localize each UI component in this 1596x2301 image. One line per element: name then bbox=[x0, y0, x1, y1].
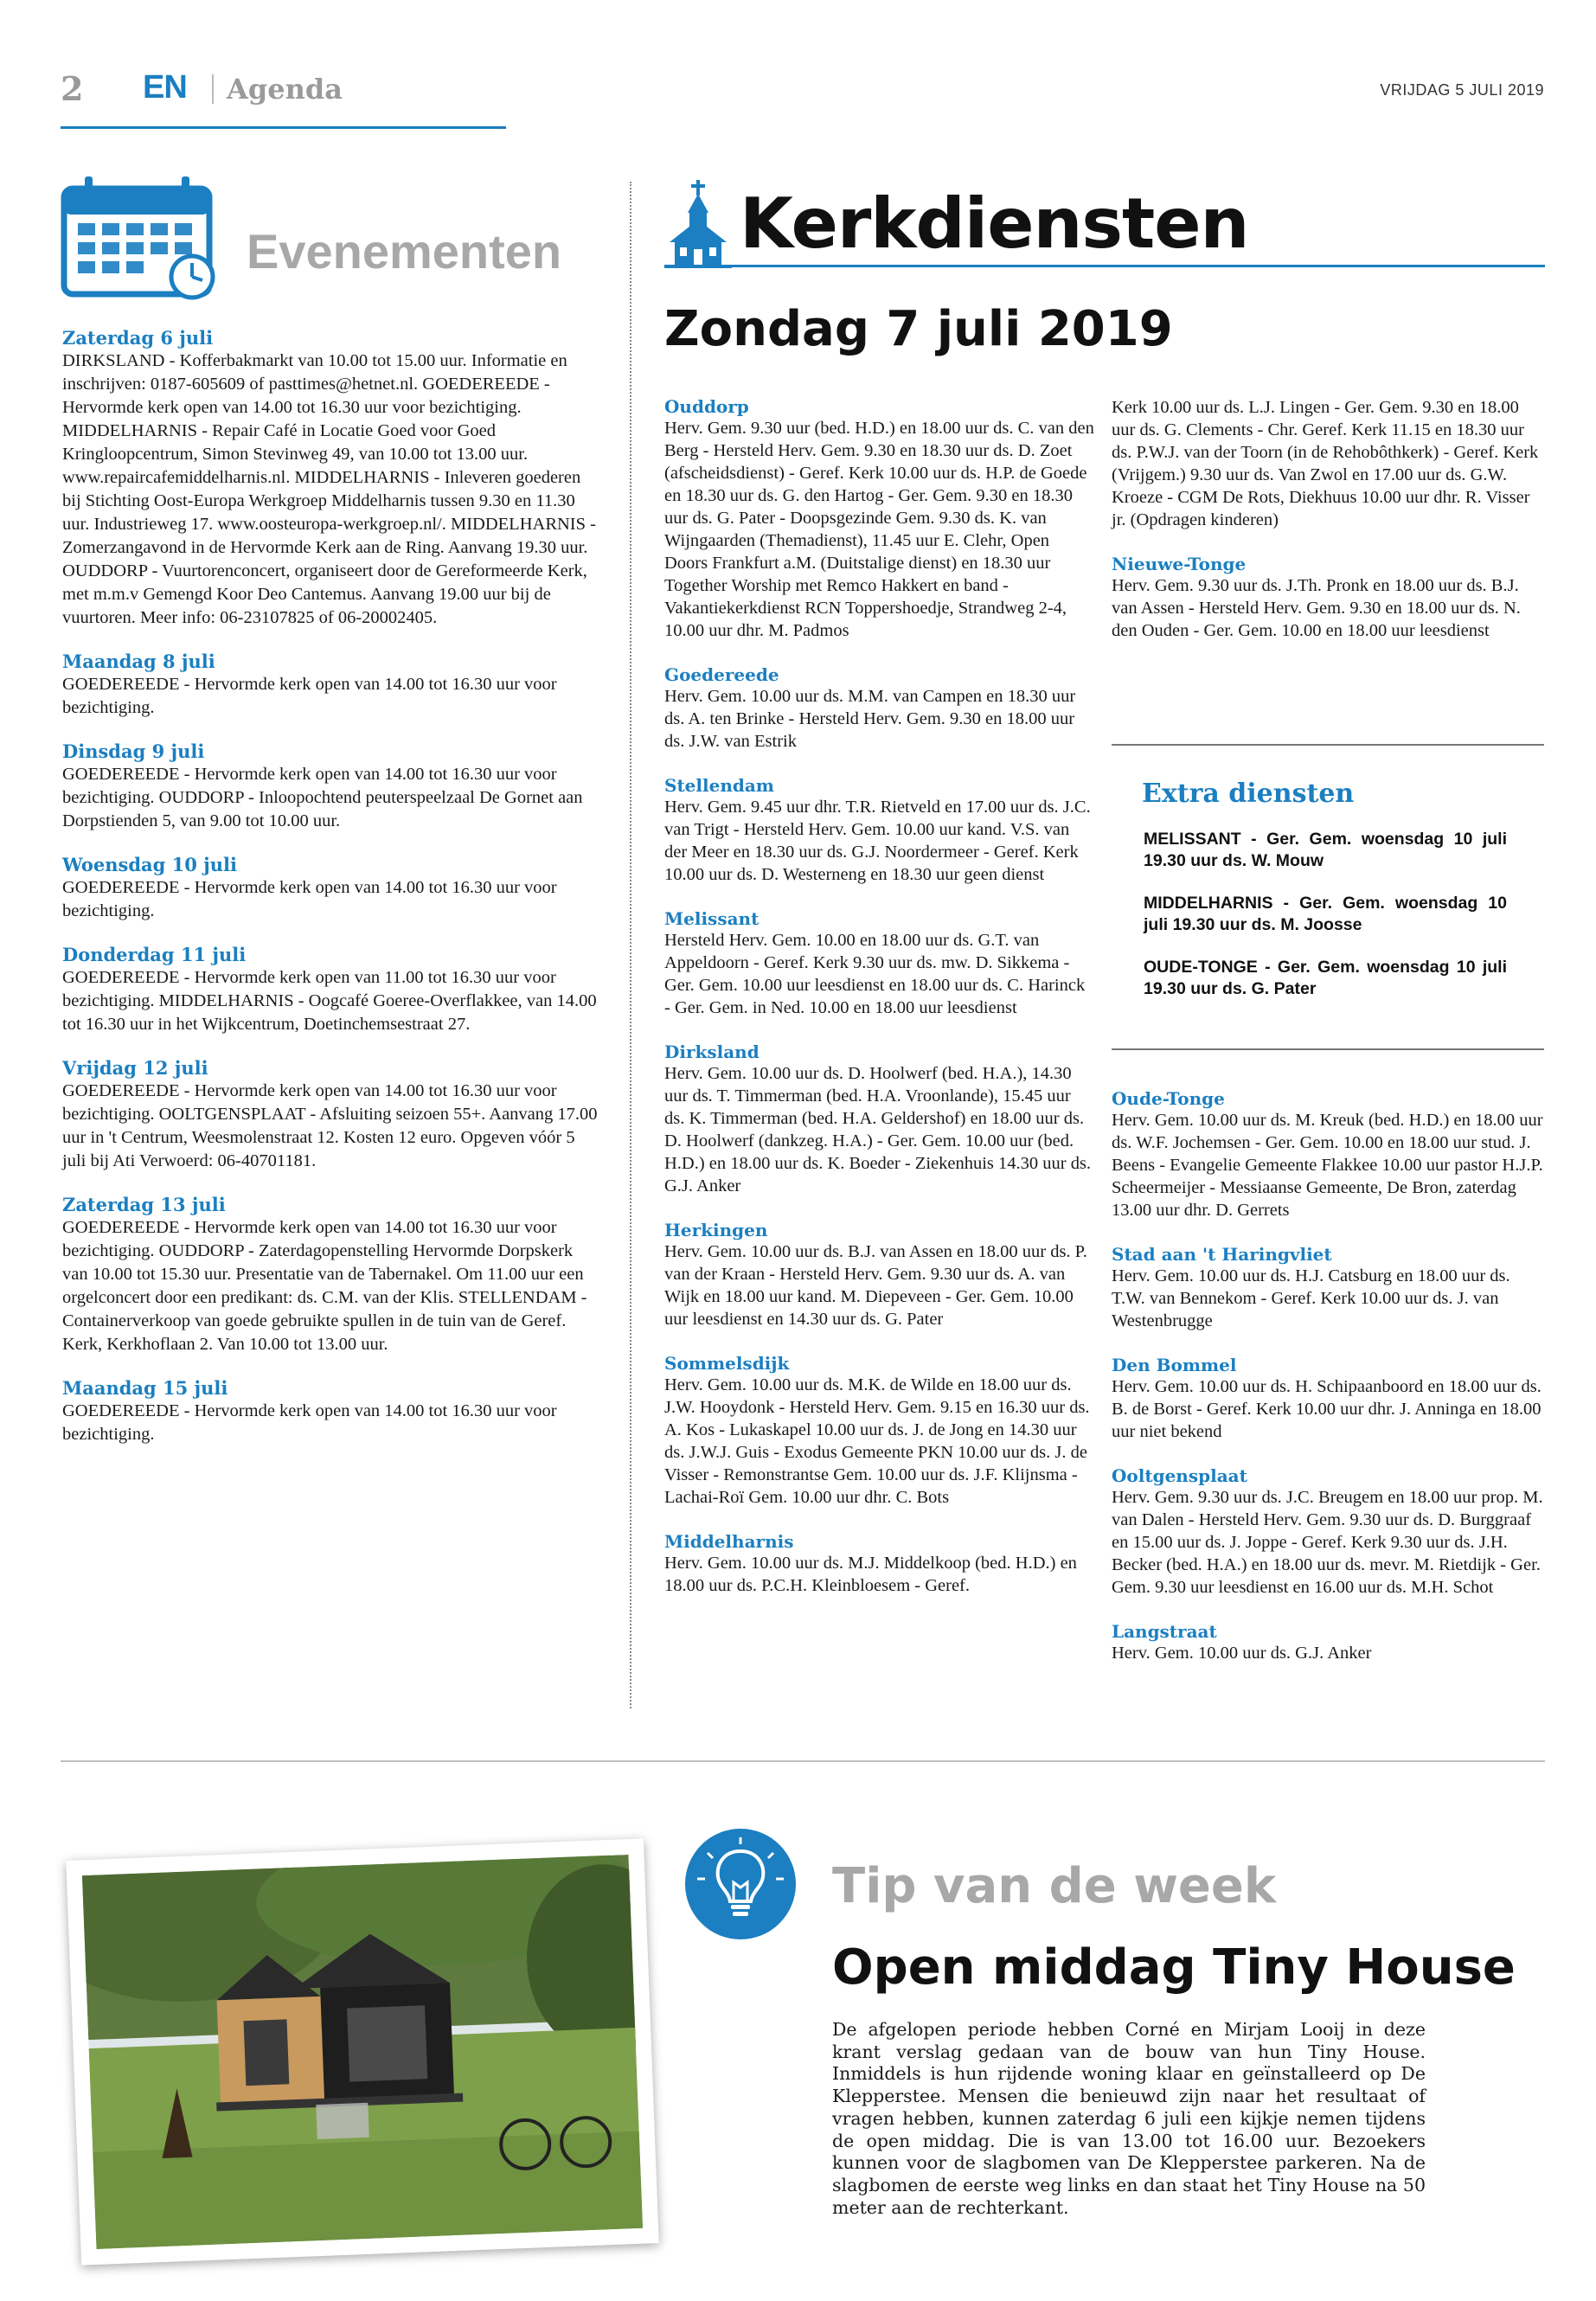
service-text: Herv. Gem. 10.00 uur ds. G.J. Anker bbox=[1112, 1644, 1372, 1663]
service-text: Herv. Gem. 10.00 uur ds. M.M. van Campen en 18.30 uur ds. A. ten Brinke - Hersteld Herv. Gem. 9.30 en 18.00 uur ds. J.W. van Estrik bbox=[664, 687, 1076, 751]
page-number: 2 bbox=[61, 69, 84, 108]
service-text: Herv. Gem. 10.00 uur ds. D. Hoolwerf (bed. H.A.), 14.30 uur ds. T. Timmerman (bed. H.A. Vroonlande), 15.45 uur ds. K. Timmerman (bed. H.A. Geldershof) en 18.00 uur ds. D. Hoolwerf (dankzeg. H.A.) - Ger. Gem. 10.00 uur (bed. H.D.) en 18.00 uur ds. K. Boeder - Ziekenhuis 14.30 uur ds. G.J. Anker bbox=[664, 1064, 1092, 1195]
church-icon bbox=[664, 180, 732, 268]
column-divider bbox=[630, 182, 631, 1708]
event-day-text: GOEDEREEDE - Hervormde kerk open van 14.00 tot 16.30 uur voor bezichtiging. bbox=[62, 675, 557, 717]
service-place: Oude-Tonge bbox=[1112, 1088, 1225, 1109]
extra-diensten-list bbox=[1144, 829, 1507, 1021]
extra-diensten-title: Extra diensten bbox=[1142, 779, 1355, 809]
calendar-icon bbox=[61, 173, 221, 301]
service-text: Herv. Gem. 10.00 uur ds. M. Kreuk (bed. H.D.) en 18.00 uur ds. W.F. Jochemsen - Ger. Gem. 10.00 en 18.00 uur stud. J. Beens - Evangelie Gemeente Flakkee 10.00 uur pastor H.J.P. Scheermeijer - Messiaanse Gemeente, De Bron, zaterdag 13.00 uur dhr. D. Gerrets bbox=[1112, 1111, 1543, 1220]
service-block bbox=[1112, 1621, 1544, 1664]
tiny-house-photo-frame bbox=[66, 1838, 658, 2265]
event-day-heading: Vrijdag 12 juli bbox=[62, 1057, 208, 1079]
services-column-3 bbox=[1112, 1088, 1544, 1687]
section-name: Agenda bbox=[227, 73, 343, 106]
service-text: Herv. Gem. 9.45 uur dhr. T.R. Rietveld en 17.00 uur ds. J.C. van Trigt - Hersteld Herv. Gem. 10.00 uur kand. V.S. van der Meer en 18.30 uur ds. G.J. Noordermeer - Geref. Kerk 10.00 uur ds. D. Westerneng en 18.30 uur geen dienst bbox=[664, 798, 1091, 884]
event-day bbox=[62, 651, 599, 720]
header-separator bbox=[212, 74, 214, 104]
extra-dienst-item: OUDE-TONGE - Ger. Gem. woensdag 10 juli 19.30 uur ds. G. Pater bbox=[1144, 958, 1507, 998]
service-place: Middelharnis bbox=[664, 1531, 794, 1552]
service-block bbox=[664, 1531, 1095, 1597]
service-block bbox=[1112, 554, 1544, 642]
extra-box-top-rule bbox=[1112, 744, 1544, 746]
event-day-heading: Maandag 8 juli bbox=[62, 651, 215, 672]
service-place: Stad aan 't Haringvliet bbox=[1112, 1244, 1332, 1265]
service-place: Dirksland bbox=[664, 1042, 760, 1062]
service-place: Den Bommel bbox=[1112, 1355, 1237, 1375]
event-day bbox=[62, 944, 599, 1036]
lightbulb-icon bbox=[683, 1827, 798, 1941]
event-day bbox=[62, 1057, 599, 1173]
service-block bbox=[664, 664, 1095, 753]
event-day-text: DIRKSLAND - Kofferbakmarkt van 10.00 tot 15.00 uur. Informatie en inschrijven: 0187-605609 of pasttimes@hetnet.nl. GOEDEREEDE - Hervormde kerk open van 14.00 tot 16.30 uur voor bezichtiging. MIDDELHARNIS - Repair Café in Locatie Goed voor Goed Kringloopcentrum, Simon Stevinweg 49, van 10.00 tot 13.00 uur. www.repaircafemiddelharnis.nl. MIDDELHARNIS - Inleveren goederen bij Stichting Oost-Europa Werkgroep Middelharnis tussen 9.30 en 11.30 uur. Industrieweg 17. www.oosteuropa-werkgroep.nl/. MIDDELHARNIS - Zomerzangavond in de Hervormde Kerk aan de Ring. Aanvang 19.30 uur. OUDDORP - Vuurtorenconcert, organiseert door de Gereformeerde Kerk, met m.m.v Gemengd Koor Deo Cantemus. Aanvang 19.00 uur bij de vuurtoren. Meer info: 06-23107825 of 06-20002405. bbox=[62, 351, 596, 627]
service-place: Ouddorp bbox=[664, 396, 749, 417]
event-day bbox=[62, 327, 599, 630]
event-day bbox=[62, 854, 599, 923]
event-day-text: GOEDEREEDE - Hervormde kerk open van 14.00 tot 16.30 uur voor bezichtiging. bbox=[62, 878, 557, 920]
service-place: Nieuwe-Tonge bbox=[1112, 554, 1247, 574]
tip-headline: Open middag Tiny House bbox=[832, 1939, 1516, 1996]
extra-dienst-item: MELISSANT - Ger. Gem. woensdag 10 juli 19.30 uur ds. W. Mouw bbox=[1144, 830, 1507, 870]
service-text: Herv. Gem. 9.30 uur ds. J.C. Breugem en 18.00 uur prop. M. van Dalen - Hersteld Herv. Gem. 9.30 uur ds. D. Burggraaf en 15.00 uur ds. J. Joppe - Geref. Kerk 9.30 uur ds. J.H. Becker (bed. H.A.) en 18.00 uur ds. mevr. M. Rietdijk - Ger. Gem. 9.30 uur leesdienst en 16.00 uur ds. M.H. Schot bbox=[1112, 1488, 1543, 1597]
newspaper-logo: EN bbox=[143, 69, 187, 106]
tip-kicker: Tip van de week bbox=[832, 1858, 1277, 1914]
event-list bbox=[62, 327, 599, 1467]
event-day-heading: Dinsdag 9 juli bbox=[62, 740, 205, 762]
service-place: Herkingen bbox=[664, 1220, 768, 1240]
event-day-heading: Maandag 15 juli bbox=[62, 1377, 228, 1399]
service-place: Stellendam bbox=[664, 775, 774, 796]
kerkdiensten-rule bbox=[664, 265, 1545, 267]
event-day-text: GOEDEREEDE - Hervormde kerk open van 14.00 tot 16.30 uur voor bezichtiging. OUDDORP - Zaterdagopenstelling Hervormde Dorpskerk van 10.00 tot 15.30 uur. Presentatie van de Tabernakel. Om 11.00 uur een orgelconcert door een predikant: ds. C.M. van der Klis. STELLENDAM - Containerverkoop van goede gebruikte spullen in de tuin van de Geref. Kerk, Kerkhoflaan 2. Van 10.00 tot 13.00 uur. bbox=[62, 1218, 587, 1354]
event-day-heading: Zaterdag 6 juli bbox=[62, 327, 214, 349]
tiny-house-photo bbox=[82, 1855, 643, 2249]
service-block bbox=[664, 1220, 1095, 1330]
service-text: Kerk 10.00 uur ds. L.J. Lingen - Ger. Gem. 9.30 en 18.00 uur ds. G. Clements - Chr. Geref. Kerk 11.15 en 18.30 uur ds. P.W.J. van der Toorn (in de Rehobôthkerk) - Geref. Kerk (Vrijgem.) 9.30 uur ds. Van Zwol en 17.00 uur ds. G.W. Kroeze - CGM De Rots, Diekhuus 10.00 uur dhr. R. Visser jr. (Opdragen kinderen) bbox=[1112, 398, 1539, 529]
kerkdiensten-title: Kerkdiensten bbox=[740, 183, 1249, 264]
evenementen-title: Evenementen bbox=[247, 224, 562, 279]
service-place: Goedereede bbox=[664, 664, 779, 685]
service-block bbox=[664, 1353, 1095, 1509]
extra-box-bottom-rule bbox=[1112, 1048, 1544, 1050]
service-text: Herv. Gem. 9.30 uur (bed. H.D.) en 18.00 uur ds. C. van den Berg - Hersteld Herv. Gem. 9.30 en 18.30 uur ds. D. Zoet (afscheidsdienst) - Geref. Kerk 10.00 uur ds. H.P. de Goede en 18.30 uur ds. G. den Hartog - Ger. Gem. 9.30 en 18.30 uur ds. G. Pater - Doopsgezinde Gem. 9.30 ds. K. van Wijngaarden (Themadienst), 11.45 uur E. Clehr, Open Doors Frankfurt a.M. (Duitstalige dienst) en 18.30 uur Together Worship met Remco Hakkert en band - Vakantiekerkdienst RCN Toppershoedje, Strandweg 2-4, 10.00 uur dhr. M. Padmos bbox=[664, 419, 1094, 640]
service-block bbox=[1112, 1244, 1544, 1332]
tip-body: De afgelopen periode hebben Corné en Mirjam Looij in deze krant verslag gedaan van de bouw van hun Tiny House. Inmiddels is hun rijdende woning klaar en geïnstalleerd op De Klepperstee. Mensen die benieuwd zijn naar het resultaat of vragen hebben, kunnen zaterdag 6 juli een kijkje nemen tijdens de open middag. Die is van 13.00 tot 16.00 uur. Bezoekers kunnen voor de slagbomen van De Klepperstee parkeren. Na de slagbomen de eerste weg links en dan staat het Tiny House na 50 meter aan de rechterkant. bbox=[832, 2019, 1426, 2218]
service-text: Herv. Gem. 10.00 uur ds. M.J. Middelkoop (bed. H.D.) en 18.00 uur ds. P.C.H. Kleinbloesem - Geref. bbox=[664, 1554, 1077, 1595]
service-block bbox=[664, 1042, 1095, 1197]
service-block bbox=[1112, 1355, 1544, 1443]
extra-dienst-item: MIDDELHARNIS - Ger. Gem. woensdag 10 juli 19.30 uur ds. M. Joosse bbox=[1144, 894, 1507, 934]
service-text: Herv. Gem. 10.00 uur ds. B.J. van Assen en 18.00 uur ds. P. van der Kraan - Hersteld Herv. Gem. 9.30 uur ds. A. van Wijk en 18.00 uur kand. M. Diepeveen - Ger. Gem. 10.00 uur leesdienst en 14.30 uur ds. G. Pater bbox=[664, 1242, 1087, 1329]
service-block bbox=[664, 908, 1095, 1019]
service-text: Herv. Gem. 10.00 uur ds. H.J. Catsburg en 18.00 uur ds. T.W. van Bennekom - Geref. Kerk 10.00 uur ds. J. van Westenbrugge bbox=[1112, 1266, 1510, 1330]
services-column-2 bbox=[1112, 396, 1544, 664]
service-block bbox=[664, 775, 1095, 886]
service-place: Langstraat bbox=[1112, 1621, 1217, 1642]
services-column-1 bbox=[664, 396, 1095, 1619]
event-day-text: GOEDEREEDE - Hervormde kerk open van 14.00 tot 16.30 uur voor bezichtiging. OUDDORP - Inloopochtend peuterspeelzaal De Gornet aan Dorpstienden 5, van 9.00 tot 10.00 uur. bbox=[62, 765, 583, 830]
event-day-heading: Donderdag 11 juli bbox=[62, 944, 247, 965]
event-day bbox=[62, 1377, 599, 1446]
service-date: Zondag 7 juli 2019 bbox=[664, 301, 1173, 357]
event-day-text: GOEDEREEDE - Hervormde kerk open van 14.00 tot 16.30 uur voor bezichtiging. bbox=[62, 1401, 557, 1444]
service-text: Herv. Gem. 10.00 uur ds. M.K. de Wilde en 18.00 uur ds. J.W. Hooydonk - Hersteld Herv. Gem. 9.15 en 16.30 uur ds. A. Kos - Lukaskapel 10.00 uur ds. J. de Jong en 14.30 uur ds. J.W.J. Guis - Exodus Gemeente PKN 10.00 uur ds. J. de Visser - Remonstrantse Gem. 10.00 uur ds. J.F. Klijnsma - Lachai-Roï Gem. 10.00 uur dhr. C. Bots bbox=[664, 1375, 1090, 1507]
event-day-heading: Zaterdag 13 juli bbox=[62, 1194, 226, 1215]
service-block bbox=[1112, 396, 1544, 531]
event-day-text: GOEDEREEDE - Hervormde kerk open van 11.00 tot 16.30 uur voor bezichtiging. MIDDELHARNIS - Oogcafé Goeree-Overflakkee, van 14.00 tot 16.30 uur in het Wijkcentrum, Doetinchemsestraat 27. bbox=[62, 968, 597, 1034]
event-day bbox=[62, 1194, 599, 1356]
event-day-text: GOEDEREEDE - Hervormde kerk open van 14.00 tot 16.30 uur voor bezichtiging. OOLTGENSPLAAT - Afsluiting seizoen 55+. Aanvang 17.00 uur in 't Centrum, Weesmolenstraat 12. Kosten 12 euro. Opgeven vóór 5 juli bij Ati Verwoerd: 06-40701181. bbox=[62, 1081, 598, 1170]
header-rule bbox=[61, 126, 506, 129]
service-text: Hersteld Herv. Gem. 10.00 en 18.00 uur ds. G.T. van Appeldoorn - Geref. Kerk 9.30 uur ds. mw. D. Sikkema - Ger. Gem. 10.00 uur leesdienst en 18.00 uur ds. C. Harinck - Ger. Gem. in Ned. 10.00 en 18.00 uur leesdienst bbox=[664, 931, 1086, 1017]
service-place: Ooltgensplaat bbox=[1112, 1465, 1247, 1486]
service-block bbox=[664, 396, 1095, 642]
service-place: Sommelsdijk bbox=[664, 1353, 790, 1374]
service-place: Melissant bbox=[664, 908, 760, 929]
service-block bbox=[1112, 1088, 1544, 1221]
service-block bbox=[1112, 1465, 1544, 1599]
event-day bbox=[62, 740, 599, 833]
issue-date: VRIJDAG 5 JULI 2019 bbox=[1380, 81, 1544, 99]
service-text: Herv. Gem. 10.00 uur ds. H. Schipaanboord en 18.00 uur ds. B. de Borst - Geref. Kerk 10.00 uur dhr. J. Anninga en 18.00 uur niet bekend bbox=[1112, 1377, 1542, 1441]
bottom-section-rule bbox=[61, 1760, 1545, 1762]
service-text: Herv. Gem. 9.30 uur ds. J.Th. Pronk en 18.00 uur ds. B.J. van Assen - Hersteld Herv. Gem. 9.30 en 18.00 uur ds. N. den Ouden - Ger. Gem. 10.00 en 18.00 uur leesdienst bbox=[1112, 576, 1521, 640]
event-day-heading: Woensdag 10 juli bbox=[62, 854, 237, 875]
